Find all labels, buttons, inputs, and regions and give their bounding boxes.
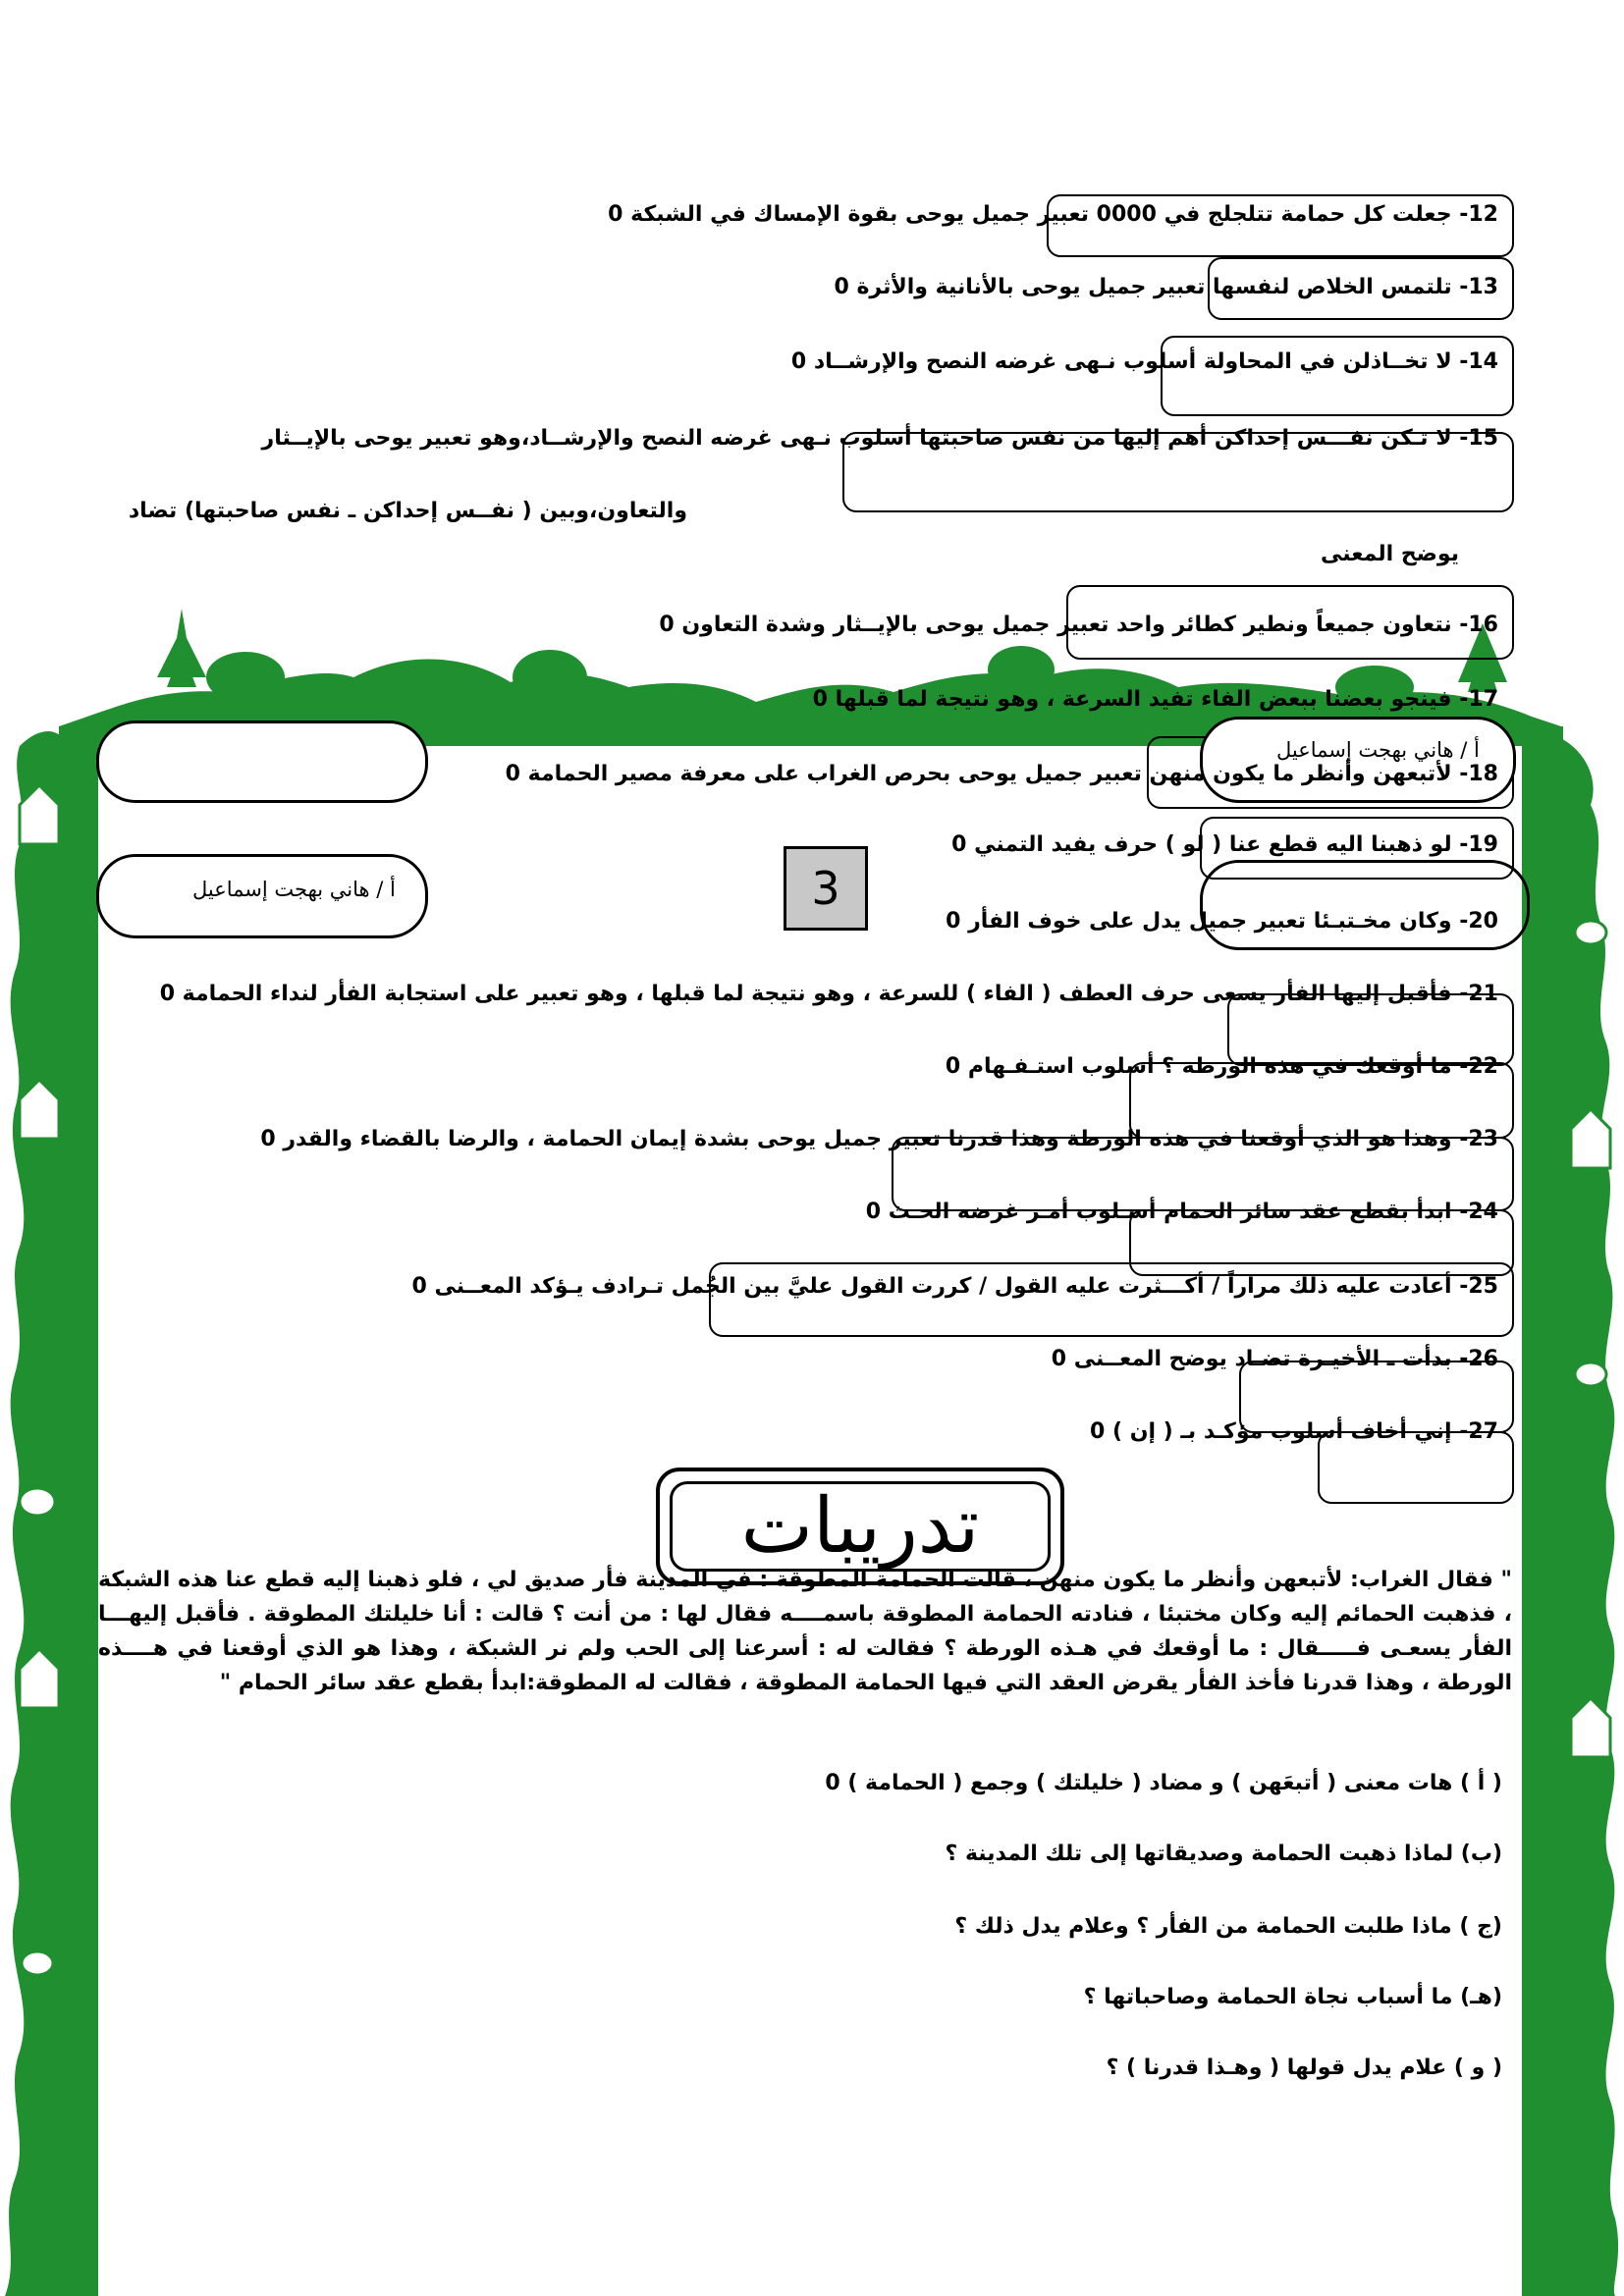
pill-item-20 — [1200, 860, 1530, 950]
item-16: 16- نتعاون جميعاً ونطير كطائر واحد تعبير جميل يوحى بالإيــثار وشدة التعاون 0 — [659, 613, 1498, 637]
empty-pill-left — [96, 721, 428, 803]
item-27: 27- إني أخاف أسلوب مؤكـد بـ ( إن ) 0 — [1090, 1419, 1498, 1444]
item-19: 19- لو ذهبنا اليه قطع عنا ( لو ) حرف يفيد التمني 0 — [951, 832, 1498, 857]
item-22: 22- ما أوقعك في هذه الورطة ؟ أسلوب استـفـهام 0 — [945, 1054, 1498, 1079]
question-b: (ب) لماذا ذهبت الحمامة وصديقاتها إلى تلك المدينة ؟ — [945, 1842, 1502, 1866]
question-f: ( و ) علام يدل قولها ( وهـذا قدرنا ) ؟ — [1106, 2056, 1502, 2080]
item-14: 14- لا تخــاذلن في المحاولة أسلوب نـهى غرضه النصح والإرشــاد 0 — [790, 349, 1498, 374]
item-25: 25- أعادت عليه ذلك مراراً / أكـــثرت عليه القول / كررت القول عليَّ بين الجُمل تـرادف يـؤكد المعــنى 0 — [411, 1274, 1498, 1299]
item-15-cont: والتعاون،وبين ( نفــس إحداكن ـ نفس صاحبتها) تضاد — [128, 499, 687, 523]
item-13: 13- تلتمس الخلاص لنفسها تعبير جميل يوحى بالأنانية والأثرة 0 — [834, 275, 1498, 299]
item-12: 12- جعلت كل حمامة تتلجلج في 0000 تعبير جميل يوحى بقوة الإمساك في الشبكة 0 — [608, 202, 1498, 227]
item-23: 23- وهذا هو الذي أوقعنا في هذه الورطة وهذا قدرنا تعبير جميل يوحى بشدة إيمان الحمامة ، والرضا بالقضاء والقدر 0 — [260, 1127, 1498, 1151]
item-24: 24- ابدأ بقطع عقد سائر الحمام أسـلوب أمـر غرضه الحـث 0 — [865, 1200, 1498, 1224]
item-20: 20- وكان مخـتبـئا تعبير جميل يدل على خوف الفأر 0 — [946, 909, 1498, 934]
item-15-cont2: يوضح المعنى — [1320, 542, 1459, 566]
item-18: 18- لأتبعهن وأنظر ما يكون منهن تعبير جميل يوحى بحرص الغراب على معرفة مصير الحمامة 0 — [505, 762, 1498, 786]
passage: " فقال الغراب: لأتبعهن وأنظر ما يكون منهن ، قالت الحمامة المطوقة : في المدينة فأر صديق لي ، فلو ذهبنا إليه قطع عنا هذه الشبكة ، فذهبت الحمائم إليه وكان مختبئا ، فنادته الحمامة المطوقة باسمــــه فقال لها : من أنت ؟ قالت : أنا خليلتك المطوقة . فأقبل إليهـــا الفأر يسعـى فـــــقال : ما أوقعك في هـذه الورطة ؟ فقالت له : أسرعنا إلى الحب ولم نر الشبكة ، وهذا هو الذي أوقعنا في هــــذه الورطة ، وهذا قدرنا فأخذ الفأر يقرض العقد التي فيها الحمامة المطوقة ، فقالت له المطوقة:ابدأ بقطع عقد سائر الحمام " — [98, 1568, 1512, 1695]
page-number: 3 — [784, 846, 868, 931]
question-c: (ج ) ماذا طلبت الحمامة من الفأر ؟ وعلام يدل ذلك ؟ — [954, 1914, 1502, 1939]
exercises-banner-title: تدريبات — [670, 1481, 1051, 1572]
item-21: 21- فأقبل إليها الفأر يسعى حرف العطف ( الفاء ) للسرعة ، وهو نتيجة لما قبلها ، وهو تعبير على استجابة الفأر لنداء الحمامة 0 — [159, 982, 1498, 1006]
answer-box-14[interactable] — [1161, 336, 1514, 416]
author-name-top: أ / هاني بهجت إسماعيل — [1276, 738, 1480, 762]
item-17: 17- فينجو بعضنا ببعض الفاء تفيد السرعة ، وهو نتيجة لما قبلها 0 — [812, 687, 1498, 712]
question-a: ( أ ) هات معنى ( أتبعَهن ) و مضاد ( خليلتك ) وجمع ( الحمامة ) 0 — [825, 1771, 1502, 1795]
item-26: 26- بدأت ـ الأخيـرة تضـاد يوضح المعــنى 0 — [1051, 1347, 1498, 1371]
item-15: 15- لا تـكن نفـــس إحداكن أهم إليها من نفس صاحبتها أسلوب نـهى غرضه النصح والإرشــاد،وهو تعبير يوحى بالإيــثار — [261, 426, 1498, 451]
question-e: (هـ) ما أسباب نجاة الحمامة وصاحباتها ؟ — [1083, 1985, 1502, 2009]
author-name-left: أ / هاني بهجت إسماعيل — [192, 878, 396, 901]
